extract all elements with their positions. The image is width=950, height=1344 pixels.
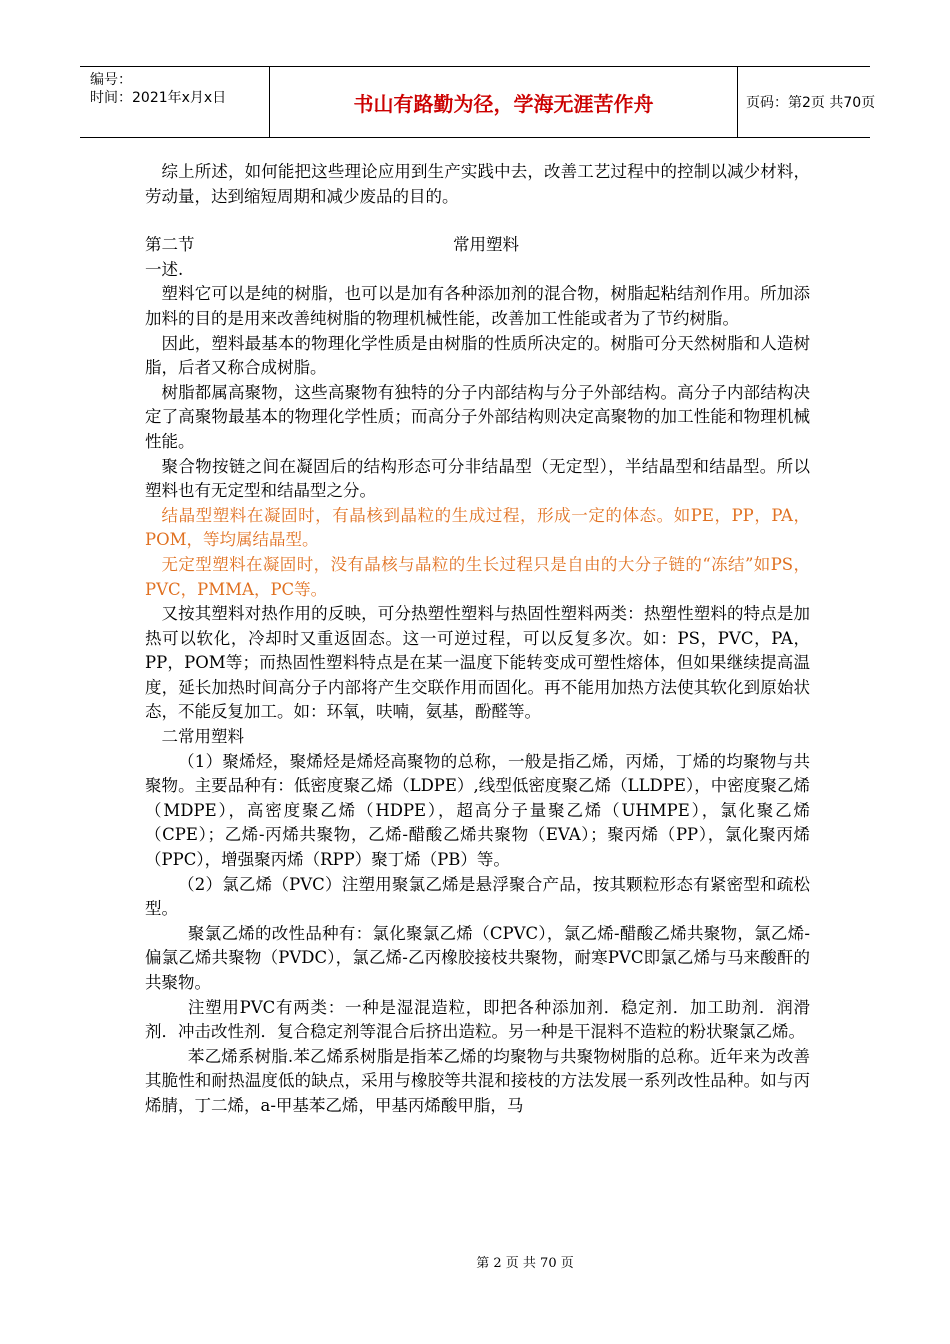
paragraph-intro: 综上所述，如何能把这些理论应用到生产实践中去，改善工艺过程中的控制以减少材料，劳动量，达到缩短周期和减少废品的目的。	[145, 162, 810, 206]
paragraph: 塑料它可以是纯的树脂，也可以是加有各种添加剂的混合物，树脂起粘结剂作用。所加添加料的目的是用来改善纯树脂的物理机械性能，改善加工性能或者为了节约树脂。	[145, 284, 810, 328]
document-body	[145, 160, 810, 1119]
paragraph: 聚氯乙烯的改性品种有：氯化聚氯乙烯（CPVC），氯乙烯-醋酸乙烯共聚物，氯乙烯-偏氯乙烯共聚物（PVDC），氯乙烯-乙丙橡胶接枝共聚物，耐寒PVC即氯乙烯与马来酸酐的共聚物。	[145, 923, 810, 992]
subheading-overview: 一述.	[145, 259, 184, 279]
paragraph: 树脂都属高聚物，这些高聚物有独特的分子内部结构与分子外部结构。高分子内部结构决定了高聚物最基本的物理化学性质；而高分子外部结构则决定高聚物的加工性能和物理机械性能。	[145, 382, 810, 451]
header-motto: 书山有路勤为径，学海无涯苦作舟	[270, 67, 738, 137]
paragraph: 因此，塑料最基本的物理化学性质是由树脂的性质所决定的。树脂可分天然树脂和人造树脂，后者又称合成树脂。	[145, 333, 810, 378]
spacer	[145, 209, 810, 233]
paragraph: 又按其塑料对热作用的反映，可分热塑性塑料与热固性塑料两类：热塑性塑料的特点是加热可以软化，冷却时又重返固态。这一可逆过程，可以反复多次。如：PS，PVC，PA，PP，POM等；而热固性塑料特点是在某一温度下能转变成可塑性熔体，但如果继续提高温度，延长加热时间高分子内部将产生交联作用而固化。再不能用加热方法使其软化到原始状态，不能反复加工。如：环氧，呋喃，氨基，酚醛等。	[145, 604, 810, 722]
paragraph-pvc: （2）氯乙烯（PVC）注塑用聚氯乙烯是悬浮聚合产品，按其颗粒形态有紧密型和疏松型。	[145, 874, 810, 919]
document-time-label: 时间：2021年x月x日	[90, 90, 227, 106]
paragraph: 注塑用PVC有两类：一种是湿混造粒，即把各种添加剂．稳定剂．加工助剂．润滑剂．冲击改性剂．复合稳定剂等混合后挤出造粒。另一种是干混料不造粒的粉状聚氯乙烯。	[145, 997, 810, 1042]
subheading-common-plastics: 二常用塑料	[161, 727, 244, 747]
paragraph-highlight-crystalline: 结晶型塑料在凝固时，有晶核到晶粒的生成过程，形成一定的体态。如PE，PP，PA，POM，等均属结晶型。	[145, 505, 810, 550]
page-header	[80, 66, 876, 138]
page-footer: 第 2 页 共 70 页	[476, 1256, 574, 1271]
paragraph: 聚合物按链之间在凝固后的结构形态可分非结晶型（无定型），半结晶型和结晶型。所以塑料也有无定型和结晶型之分。	[145, 456, 810, 501]
paragraph-styrene: 苯乙烯系树脂.苯乙烯系树脂是指苯乙烯的均聚物与共聚物树脂的总称。近年来为改善其脆性和耐热温度低的缺点，采用与橡胶等共混和接枝的方法发展一系列改性品种。如与丙烯腈，丁二烯，a-甲基苯乙烯，甲基丙烯酸甲脂，马	[145, 1046, 810, 1115]
header-page-number: 页码：第2页 共70页	[746, 95, 876, 111]
section-title: 常用塑料	[453, 235, 519, 255]
paragraph-highlight-amorphous: 无定型塑料在凝固时，没有晶核与晶粒的生长过程只是自由的大分子链的“冻结”如PS，PVC，PMMA，PC等。	[145, 554, 810, 599]
section-number: 第二节	[145, 235, 195, 255]
header-meta	[80, 67, 270, 137]
paragraph-polyolefin: （1）聚烯烃，聚烯烃是烯烃高聚物的总称，一般是指乙烯，丙烯，丁烯的均聚物与共聚物。主要品种有：低密度聚乙烯（LDPE）,线型低密度聚乙烯（LLDPE），中密度聚乙烯（MDPE），高密度聚乙烯（HDPE），超高分子量聚乙烯（UHMPE），氯化聚乙烯（CPE）；乙烯-丙烯共聚物，乙烯-醋酸乙烯共聚物（EVA）；聚丙烯（PP），氯化聚丙烯（PPC），增强聚丙烯（RPP）聚丁烯（PB）等。	[145, 751, 810, 870]
section-heading	[145, 233, 810, 258]
document-number-label: 编号：	[90, 72, 132, 88]
